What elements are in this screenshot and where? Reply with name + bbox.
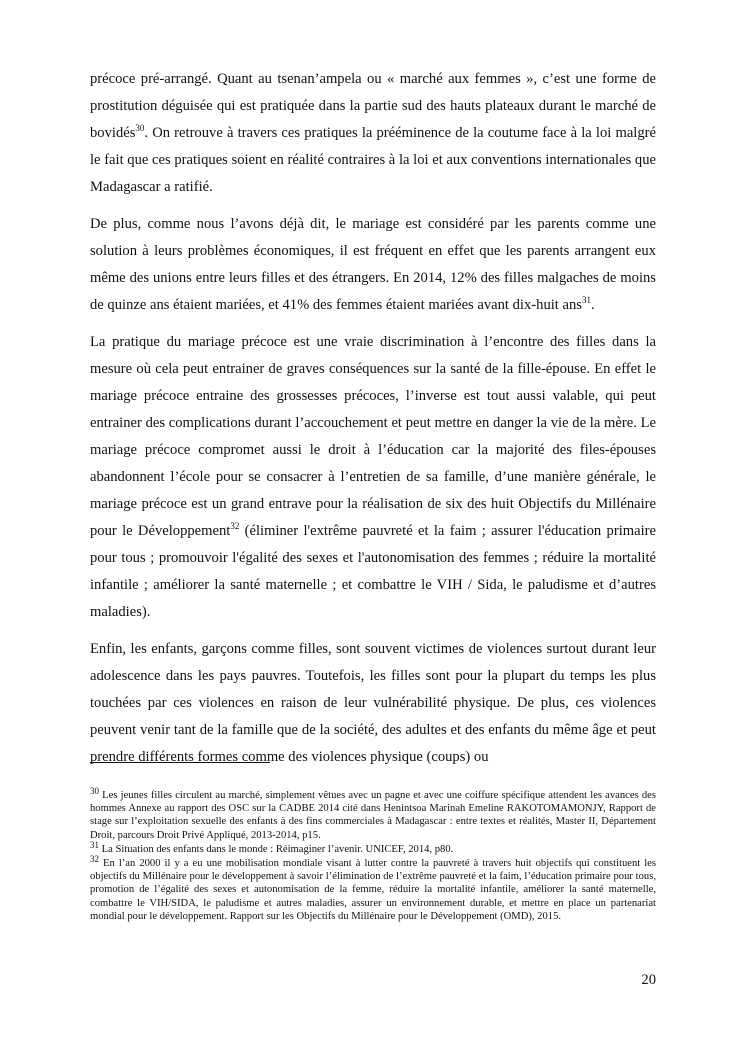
body-text — [90, 66, 656, 781]
page-number: 20 — [641, 972, 656, 988]
footnote-number: 30 — [90, 786, 99, 796]
paragraph-4-text: Enfin, les enfants, garçons comme filles, sont souvent victimes de violences surtout durant leur adolescence dans les pays pauvres. Toutefois, les filles sont pour la plupart du temps les plus touchées par ces violences en raison de leur vulnérabilité physique. De plus, ces violences peuvent venir tant de la famille que de la société, des adultes et des enfants du même âge et peut prendre différents formes comme des violences physique (coups) ou — [90, 641, 656, 765]
footnote-text: La Situation des enfants dans le monde : Réimaginer l’avenir. UNICEF, 2014, p80. — [99, 843, 454, 855]
footnote-ref-31[interactable]: 31 — [581, 295, 591, 305]
paragraph-2 — [90, 211, 656, 319]
paragraph-2-text: De plus, comme nous l’avons déjà dit, le mariage est considéré par les parents comme une solution à leurs problèmes économiques, il est fréquent en effet que les parents arrangent eux même des unions entre leurs filles et des étrangers. En 2014, 12% des filles malgaches de moins de quinze ans étaient mariées, et 41% des femmes étaient mariées avant dix-huit ans — [90, 216, 656, 313]
footnote-separator — [90, 762, 270, 763]
paragraph-3 — [90, 329, 656, 626]
footnote-30 — [90, 786, 656, 842]
footnote-number: 31 — [90, 839, 99, 850]
paragraph-1-text-cont: . On retrouve à travers ces pratiques la prééminence de la coutume face à la loi malgré le fait que ces pratiques soient en réalité contraires à la loi et aux conventions internationales que Madagascar a ratifié. — [90, 125, 656, 195]
paragraph-3-text-cont: (éliminer l'extrême pauvreté et la faim ; assurer l'éducation primaire pour tous ; promouvoir l'égalité des sexes et l'autonomisation des femmes ; réduire la mortalité infantile ; améliorer la santé maternelle ; et combattre le VIH / Sida, le paludisme et d’autres maladies). — [90, 523, 656, 620]
paragraph-4 — [90, 636, 656, 771]
footnote-text: En l’an 2000 il y a eu une mobilisation mondiale visant à lutter contre la pauvreté à travers huit objectifs qui constituent les objectifs du Millénaire pour le développement à savoir l’élimination de l’extrême pauvreté et la faim, l’éducation primaire pour tous, promotion de l’égalité des sexes et autonomisation de la femme, réduire la mortalité infantile, améliorer la santé maternelle, combattre le VIH/SIDA, le paludisme et autres maladies, assurer un environnement durable, et mettre en place un partenariat mondial pour le développement. Rapport sur les Objectifs du Millénaire pour le Développement (OMD), 2015. — [90, 858, 656, 922]
footnote-number: 32 — [90, 854, 99, 865]
paragraph-2-text-cont: . — [590, 297, 595, 313]
paragraph-1 — [90, 66, 656, 201]
footnote-32 — [90, 854, 656, 923]
footnote-ref-30[interactable]: 30 — [135, 123, 145, 133]
footnotes — [90, 786, 656, 924]
paragraph-3-text: La pratique du mariage précoce est une vraie discrimination à l’encontre des filles dans la mesure où cela peut entrainer de graves conséquences sur la santé de la fille-épouse. En effet le mariage précoce entraine des grossesses précoces, l’inverse est tout aussi valable, qui peut entrainer des complications durant l’accouchement et peut mettre en danger la vie de la mère. Le mariage précoce compromet aussi le droit à l’éducation car la majorité des files-épouses abandonnent l’école pour se consacrer à l’entretien de sa famille, d’une manière générale, le mariage précoce est un grand entrave pour la réalisation de six des huit Objectifs du Millénaire pour le Développement — [90, 334, 656, 539]
footnote-31 — [90, 839, 656, 856]
paragraph-1-text: précoce pré-arrangé. Quant au tsenan’ampela ou « marché aux femmes », c’est une forme de prostitution déguisée qui est pratiquée dans la partie sud des hauts plateaux durant le marché de bovidés — [90, 71, 656, 141]
footnote-ref-32[interactable]: 32 — [230, 521, 240, 531]
footnote-text: Les jeunes filles circulent au marché, simplement vêtues avec un pagne et avec une coiffure spécifique attendent les avances des hommes Annexe au rapport des OSC sur la CADBE 2014 cité dans Henintsoa Marinah Emeline RAKOTOMAMONJY, Rapport de stage sur l’exploitation sexuelle des enfants à des fins commerciales à Madagascar : entre textes et réalités, Master II, Département Droit, parcours Droit Privé Appliqué, 2013-2014, p15. — [90, 790, 656, 841]
